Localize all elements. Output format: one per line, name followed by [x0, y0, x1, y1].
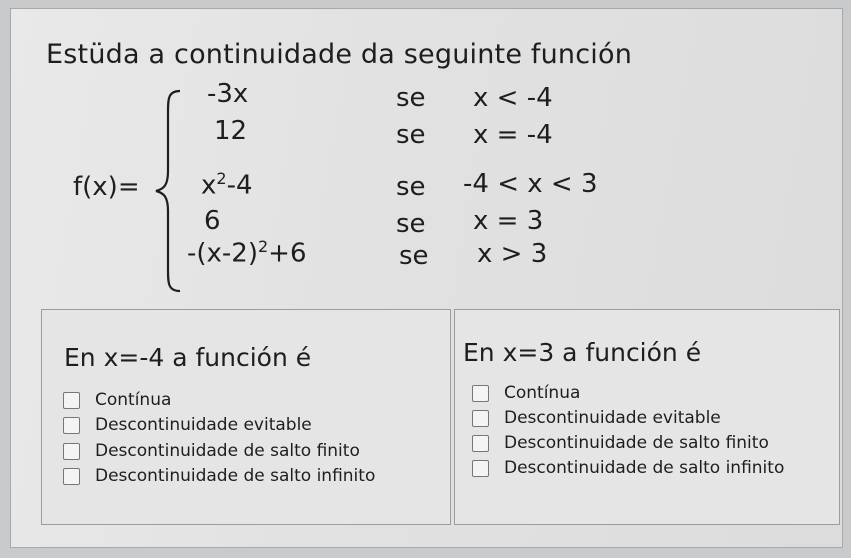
piece-5-expression	[187, 237, 307, 269]
piece-3-expression	[201, 169, 253, 201]
checkbox-icon[interactable]	[472, 410, 489, 427]
piece-2-expression: 12	[214, 116, 248, 146]
piece-3-se: se	[396, 172, 426, 202]
option-label: Contínua	[504, 383, 581, 403]
panel-title-x-3: En x=3 a función é	[463, 338, 702, 367]
piece-3-base: x	[201, 170, 217, 201]
checkbox-icon[interactable]	[63, 417, 80, 434]
piece-5-exponent: 2	[257, 237, 269, 256]
option-continua-left[interactable]	[63, 390, 171, 410]
option-label: Descontinuidade evitable	[95, 415, 312, 435]
option-salto-infinito-right[interactable]	[472, 458, 784, 478]
piece-2-se: se	[396, 120, 426, 150]
piece-3-exponent: 2	[216, 169, 227, 188]
checkbox-icon[interactable]	[63, 392, 80, 409]
piece-5-se: se	[399, 241, 429, 271]
piece-2-condition: x = -4	[473, 120, 553, 150]
exercise-sheet	[10, 8, 843, 548]
option-continua-right[interactable]	[472, 383, 580, 403]
checkbox-icon[interactable]	[63, 468, 80, 485]
option-label: Descontinuidade de salto infinito	[95, 466, 376, 486]
option-label: Descontinuidade de salto infinito	[504, 458, 785, 478]
piece-1-condition: x < -4	[473, 83, 553, 113]
checkbox-icon[interactable]	[472, 385, 489, 402]
piece-5-condition: x > 3	[477, 239, 548, 269]
panel-title-x-minus-4: En x=-4 a función é	[64, 343, 312, 372]
checkbox-icon[interactable]	[472, 435, 489, 452]
piece-4-expression: 6	[204, 206, 221, 236]
curly-brace-icon	[154, 89, 184, 294]
piece-1-se: se	[396, 83, 426, 113]
piece-1-expression: -3x	[207, 79, 249, 109]
option-label: Contínua	[95, 390, 172, 410]
answer-panel-x-3	[454, 309, 840, 525]
option-evitable-left[interactable]	[63, 415, 312, 435]
exercise-title: Estüda a continuidade da seguinte función	[46, 39, 633, 70]
piece-3-condition: -4 < x < 3	[463, 169, 598, 199]
function-name: f(x)=	[73, 172, 140, 202]
option-label: Descontinuidade evitable	[504, 408, 721, 428]
option-salto-finito-right[interactable]	[472, 433, 769, 453]
option-salto-finito-left[interactable]	[63, 441, 360, 461]
piece-5-rest: +6	[268, 238, 307, 269]
piece-5-base: -(x-2)	[187, 238, 258, 269]
piece-4-condition: x = 3	[473, 206, 544, 236]
piece-3-rest: -4	[226, 170, 253, 201]
option-label: Descontinuidade de salto finito	[95, 441, 360, 461]
checkbox-icon[interactable]	[63, 443, 80, 460]
answer-panel-x-minus-4	[41, 309, 451, 525]
option-salto-infinito-left[interactable]	[63, 466, 375, 486]
piece-4-se: se	[396, 209, 426, 239]
option-evitable-right[interactable]	[472, 408, 721, 428]
option-label: Descontinuidade de salto finito	[504, 433, 769, 453]
checkbox-icon[interactable]	[472, 460, 489, 477]
